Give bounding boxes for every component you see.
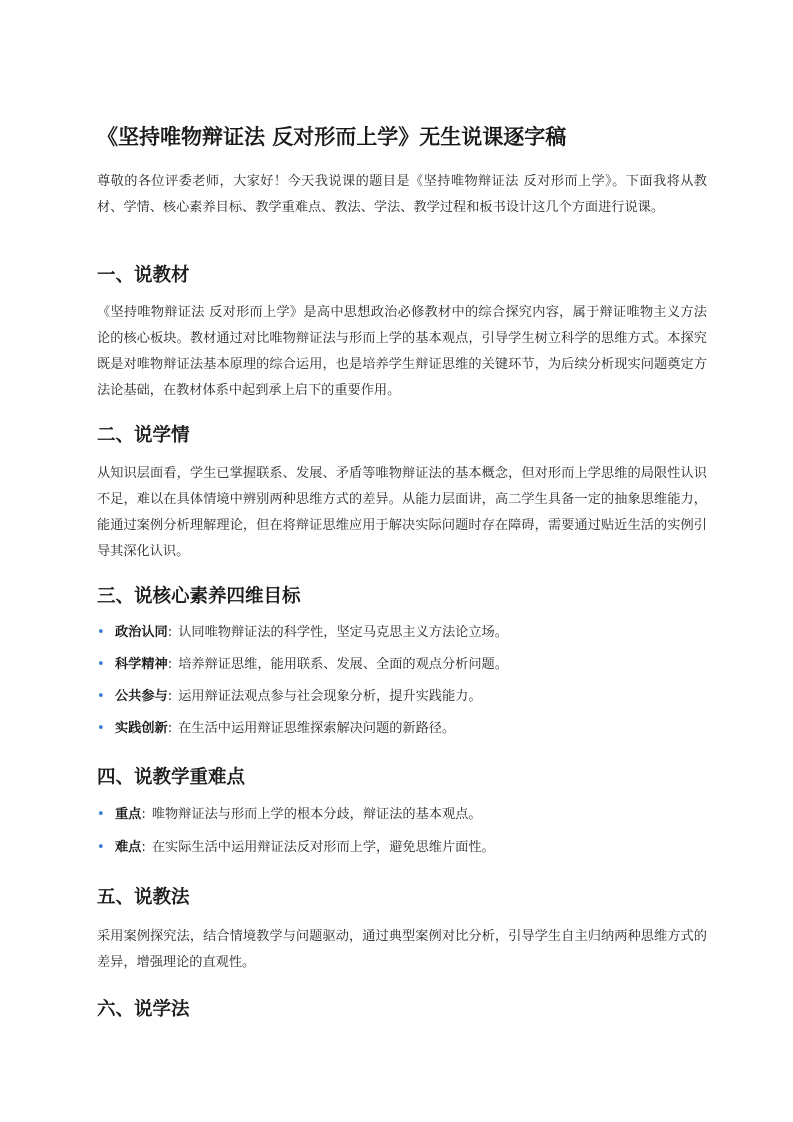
section-heading-learning-methods: 六、说学法 bbox=[97, 999, 190, 1020]
list-item-text: 在实际生活中运用辩证法反对形而上学，避免思维片面性。 bbox=[151, 840, 495, 855]
list-item-text: 运用辩证法观点参与社会现象分析，提升实践能力。 bbox=[178, 689, 482, 704]
list-item-sep: : bbox=[141, 840, 146, 855]
bullet-icon: • bbox=[97, 689, 105, 704]
list-item-text: 在生活中运用辩证思维探索解决问题的新路径。 bbox=[178, 721, 456, 736]
list-item-text: 培养辩证思维，能用联系、发展、全面的观点分析问题。 bbox=[178, 657, 508, 672]
section-heading-key-points: 四、说教学重难点 bbox=[97, 767, 246, 788]
intro-paragraph: 尊敬的各位评委老师，大家好！今天我说课的题目是《坚持唯物辩证法 反对形而上学》。下面我将从教材、学情、核心素养目标、教学重难点、教法、学法、教学过程和板书设计这几个方面进行说课。 bbox=[97, 174, 707, 215]
bullet-icon: • bbox=[97, 625, 105, 640]
list-item-term: 实践创新 bbox=[115, 721, 168, 736]
list-item-term: 难点 bbox=[115, 840, 142, 855]
bullet-icon: • bbox=[97, 721, 105, 736]
section-heading-students: 二、说学情 bbox=[97, 425, 190, 446]
list-item-term: 公共参与 bbox=[115, 689, 168, 704]
bullet-icon: • bbox=[97, 657, 105, 672]
section-body-students: 从知识层面看，学生已掌握联系、发展、矛盾等唯物辩证法的基本概念，但对形而上学思维的局限性认识不足，难以在具体情境中辨别两种思维方式的差异。从能力层面讲，高二学生具备一定的抽象思维能力，能通过案例分析理解理论，但在将辩证思维应用于解决实际问题时存在障碍，需要通过贴近生活的实例引导其深化认识。 bbox=[97, 466, 707, 559]
document-title: 《坚持唯物辩证法 反对形而上学》无生说课逐字稿 bbox=[97, 125, 567, 149]
list-item-sep: : bbox=[167, 721, 173, 736]
list-item bbox=[97, 655, 707, 675]
list-item-sep: : bbox=[167, 625, 173, 640]
list-item-sep: : bbox=[167, 657, 173, 672]
list-item bbox=[97, 687, 707, 707]
section-body-teaching-methods: 采用案例探究法，结合情境教学与问题驱动，通过典型案例对比分析，引导学生自主归纳两种思维方式的差异，增强理论的直观性。 bbox=[97, 929, 707, 970]
list-item bbox=[97, 805, 707, 825]
list-item-sep: : bbox=[167, 689, 173, 704]
list-item-sep: : bbox=[141, 807, 146, 822]
list-item-term: 政治认同 bbox=[115, 625, 168, 640]
list-item bbox=[97, 838, 707, 858]
bullet-icon: • bbox=[97, 807, 105, 822]
list-item-text: 认同唯物辩证法的科学性，坚定马克思主义方法论立场。 bbox=[178, 625, 508, 640]
section-heading-goals: 三、说核心素养四维目标 bbox=[97, 586, 301, 607]
list-item bbox=[97, 719, 707, 739]
section-heading-textbook: 一、说教材 bbox=[97, 265, 190, 286]
section-body-textbook: 《坚持唯物辩证法 反对形而上学》是高中思想政治必修教材中的综合探究内容，属于辩证唯物主义方法论的核心板块。教材通过对比唯物辩证法与形而上学的基本观点，引导学生树立科学的思维方式。本探究既是对唯物辩证法基本原理的综合运用，也是培养学生辩证思维的关键环节，为后续分析现实问题奠定方法论基础，在教材体系中起到承上启下的重要作用。 bbox=[97, 305, 707, 398]
list-item-term: 科学精神 bbox=[115, 657, 168, 672]
list-item-text: 唯物辩证法与形而上学的根本分歧，辩证法的基本观点。 bbox=[151, 807, 482, 822]
list-item bbox=[97, 623, 707, 643]
section-heading-teaching-methods: 五、说教法 bbox=[97, 887, 190, 908]
list-item-term: 重点 bbox=[115, 807, 142, 822]
bullet-icon: • bbox=[97, 840, 105, 855]
